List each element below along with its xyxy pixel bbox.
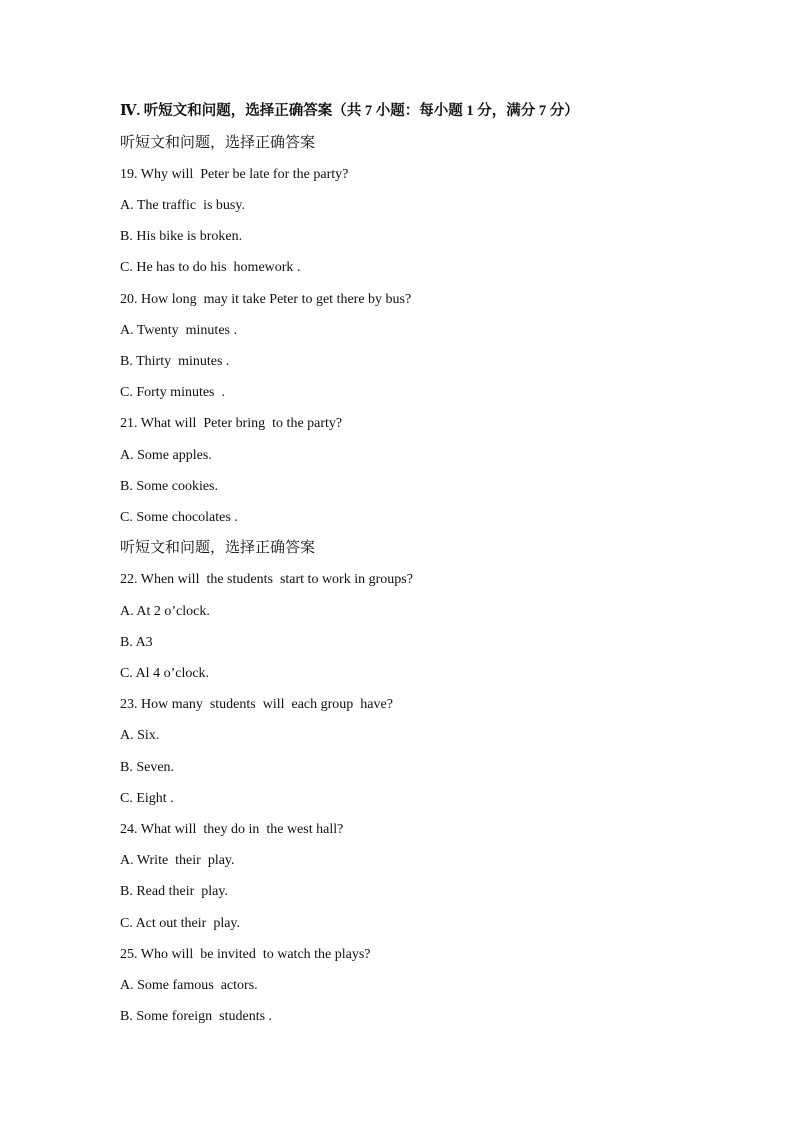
question-21: 21. What will Peter bring to the party?	[120, 416, 343, 431]
option-25-a: A. Some famous actors.	[120, 978, 258, 993]
option-21-c: C. Some chocolates .	[120, 510, 238, 525]
option-20-a: A. Twenty minutes .	[120, 323, 237, 338]
option-19-b: B. His bike is broken.	[120, 229, 243, 244]
option-22-b: B. A3	[120, 635, 153, 650]
question-23: 23. How many students will each group have?	[120, 697, 393, 712]
section-heading: Ⅳ. 听短文和问题，选择正确答案（共 7 小题：每小题 1 分，满分 7 分）	[120, 103, 579, 119]
option-25-b: B. Some foreign students .	[120, 1009, 273, 1024]
question-20: 20. How long may it take Peter to get there by bus?	[120, 292, 412, 307]
option-22-a: A. At 2 o’clock.	[120, 604, 210, 619]
section-subheading: 听短文和问题，选择正确答案	[120, 135, 316, 151]
option-24-a: A. Write their play.	[120, 853, 235, 868]
option-22-c: C. Al 4 o’clock.	[120, 666, 210, 681]
option-24-c: C. Act out their play.	[120, 916, 241, 931]
option-23-a: A. Six.	[120, 728, 160, 743]
option-21-b: B. Some cookies.	[120, 479, 218, 494]
question-22: 22. When will the students start to work in groups?	[120, 572, 413, 587]
question-24: 24. What will they do in the west hall?	[120, 822, 344, 837]
option-21-a: A. Some apples.	[120, 448, 212, 463]
option-20-c: C. Forty minutes .	[120, 385, 226, 400]
question-19: 19. Why will Peter be late for the party?	[120, 167, 349, 182]
option-23-b: B. Seven.	[120, 760, 175, 775]
option-24-b: B. Read their play.	[120, 884, 228, 899]
option-23-c: C. Eight .	[120, 791, 174, 806]
option-19-c: C. He has to do his homework .	[120, 260, 301, 275]
option-19-a: A. The traffic is busy.	[120, 198, 245, 213]
section-subheading-2: 听短文和问题，选择正确答案	[120, 540, 316, 556]
question-25: 25. Who will be invited to watch the plays?	[120, 947, 371, 962]
option-20-b: B. Thirty minutes .	[120, 354, 230, 369]
